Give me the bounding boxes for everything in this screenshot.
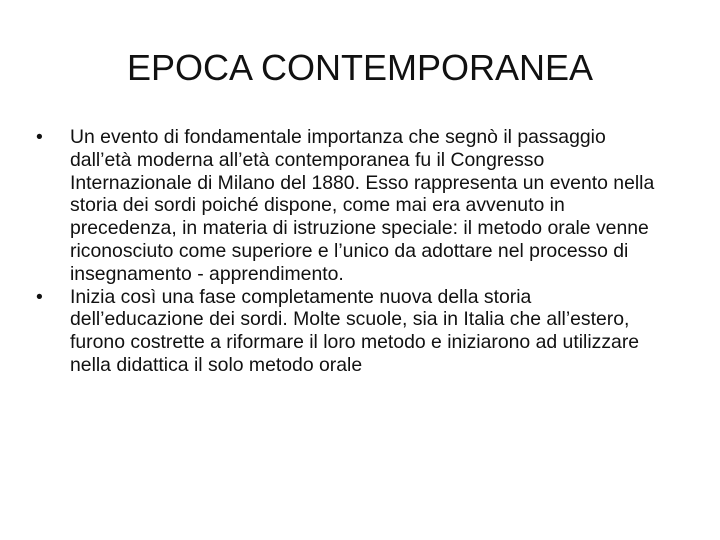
- slide-content: [36, 126, 666, 377]
- bullet-text: Un evento di fondamentale importanza che segnò il passaggio dall’età moderna all’età contemporanea fu il Congresso Internazionale di Milano del 1880. Esso rappresenta un evento nella storia dei sordi poiché dispone, come mai era avvenuto in precedenza, in materia di istruzione speciale: il metodo orale venne riconosciuto come superiore e l’unico da adottare nel processo di insegnamento - apprendimento.: [70, 126, 655, 285]
- bullet-item: [36, 286, 666, 377]
- bullet-text: Inizia così una fase completamente nuova della storia dell’educazione dei sordi. Molte scuole, sia in Italia che all’estero, furono costrette a riformare il loro metodo e iniziarono ad utilizzare nella didattica il solo metodo orale: [70, 285, 640, 376]
- bullet-list: [36, 126, 666, 377]
- bullet-marker: •: [36, 126, 43, 148]
- bullet-item: [36, 126, 666, 286]
- slide-title: EPOCA CONTEMPORANEA: [126, 47, 594, 88]
- bullet-marker: •: [36, 285, 43, 308]
